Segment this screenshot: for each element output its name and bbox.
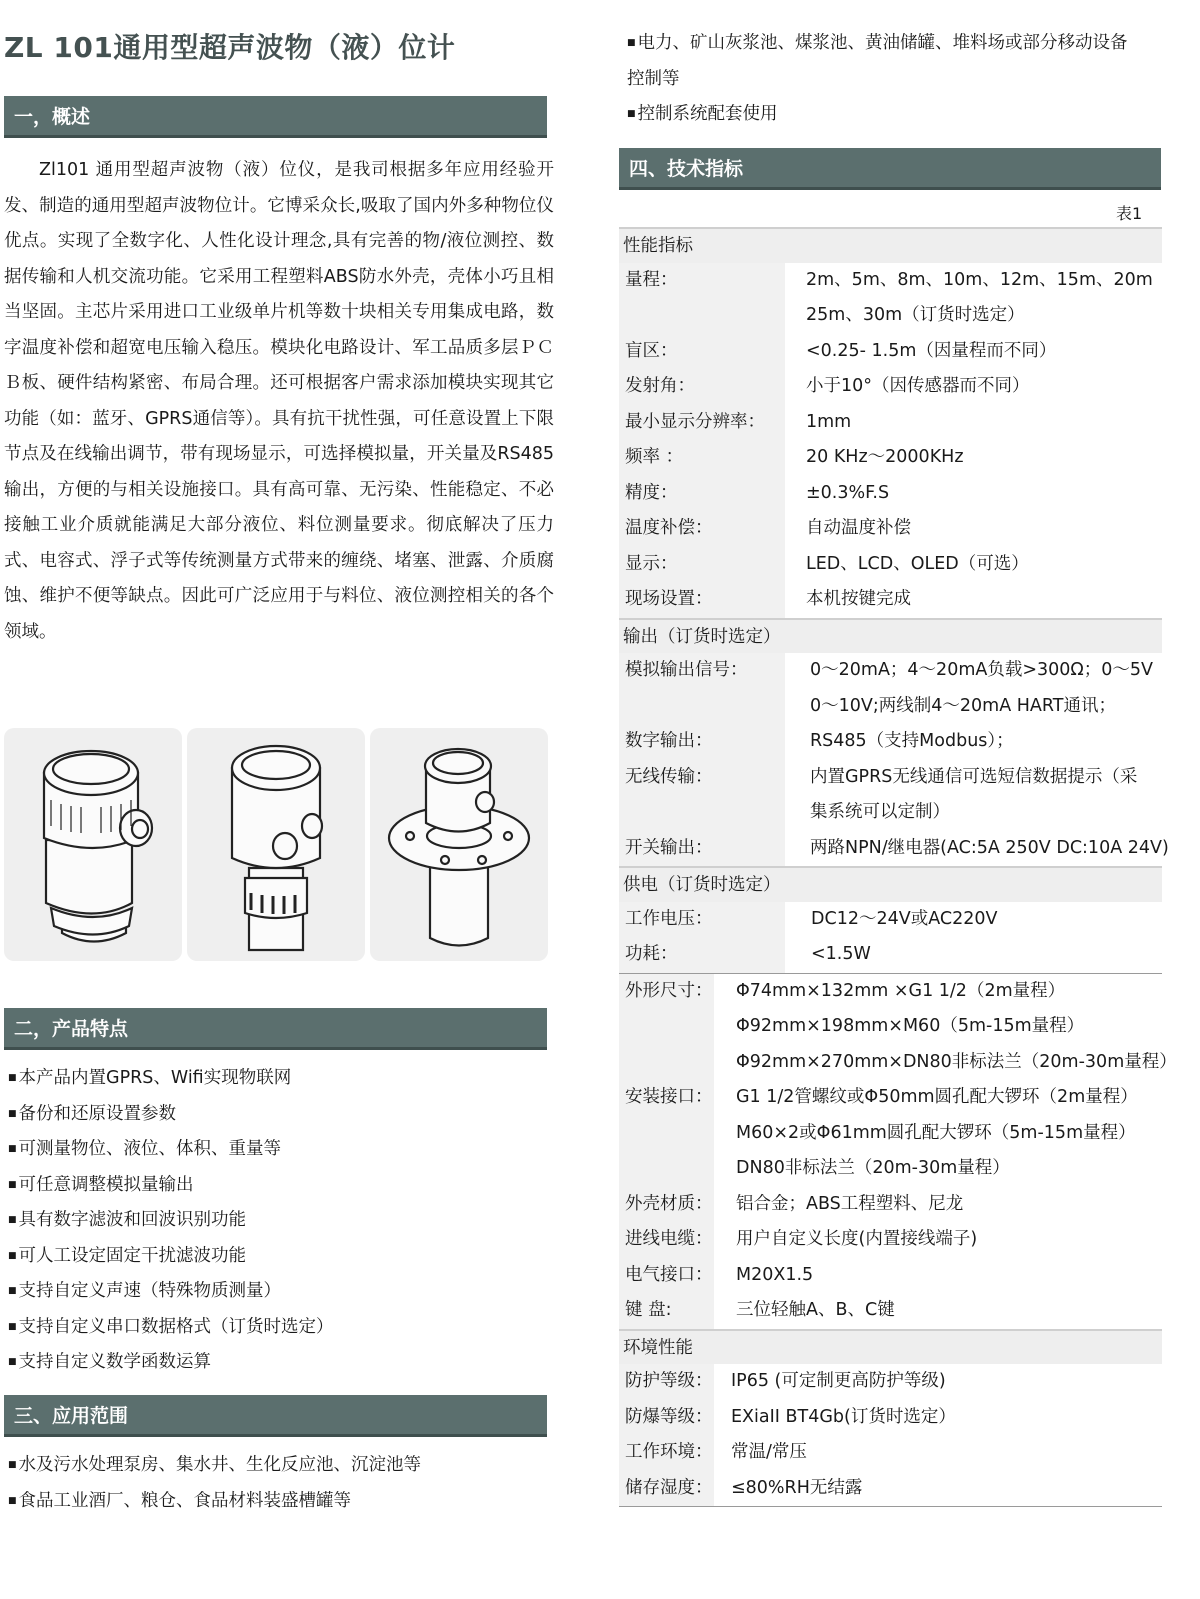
spec-value: ≤80%RH无结露	[731, 1477, 863, 1498]
spec-row	[619, 1116, 1162, 1152]
spec-value: <0.25- 1.5m（因量程而不同）	[806, 340, 1057, 361]
product-image-1	[4, 728, 182, 961]
spec-row	[619, 1151, 1162, 1187]
spec-label: 数字输出：	[625, 731, 713, 751]
list-item: ■ 支持自定义数学函数运算	[8, 1345, 334, 1381]
overview-text: Zl101 通用型超声波物（液）位仪，是我司根据多年应用经验开发、制造的通用型超声波物位计。它博采众长,吸取了国内外多种物位仪优点。实现了全数字化、人性化设计理念,具有完善的物/液位测控、数据传输和人机交流功能。它采用工程塑料ABS防水外壳，壳体小巧且相当坚固。主芯片采用进口工业级单片机等数十块相关专用集成电路，数字温度补偿和超宽电压输入稳压。模块化电路设计、军工品质多层ＰＣＢ板、硬件结构紧密、布局合理。还可根据客户需求添加模块实现其它功能（如：蓝牙、GPRS通信等）。具有抗干扰性强，可任意设置上下限节点及在线输出调节，带有现场显示，可选择模拟量，开关量及RS485输出，方便的与相关设施接口。具有高可靠、无污染、性能稳定、不必接触工业介质就能满足大部分液位、料位测量要求。彻底解决了压力式、电容式、浮子式等传统测量方式带来的缠绕、堵塞、泄露、介质腐蚀、维护不便等缺点。因此可广泛应用于与料位、液位测控相关的各个领域。	[4, 160, 554, 642]
spec-label: 进线电缆：	[625, 1229, 713, 1249]
spec-row	[619, 831, 1169, 867]
spec-value: IP65 (可定制更高防护等级)	[731, 1371, 946, 1391]
spec-row	[619, 547, 1162, 583]
spec-row	[619, 1364, 1162, 1400]
spec-row	[619, 1080, 1162, 1116]
spec-row	[619, 1435, 1162, 1471]
spec-label: 安装接口：	[625, 1087, 713, 1107]
spec-row	[619, 974, 1162, 1010]
spec-label: 无线传输：	[625, 766, 713, 787]
list-item: ■ 本产品内置GPRS、Wifi实现物联网	[8, 1061, 334, 1097]
spec-value: Φ92mm×198mm×M60（5m-15m量程）	[736, 1016, 1085, 1036]
list-item: ■ 可测量物位、液位、体积、重量等	[8, 1132, 334, 1168]
spec-group-mechanical	[619, 974, 1177, 1329]
product-image-2	[187, 728, 365, 961]
spec-row	[619, 369, 1162, 405]
applications-list-left	[8, 1448, 421, 1519]
spec-label: 储存湿度：	[625, 1477, 713, 1498]
spec-value: DC12～24V或AC220V	[811, 908, 998, 929]
table-caption: 表1	[1116, 204, 1143, 223]
spec-label: 频率 ：	[625, 447, 684, 467]
list-item: ■ 备份和还原设置参数	[8, 1097, 334, 1133]
spec-label: 电气接口：	[625, 1264, 713, 1285]
spec-value: Φ74mm×132mm ×G1 1/2（2m量程）	[736, 980, 1066, 1001]
spec-label: 最小显示分辨率：	[625, 411, 765, 432]
spec-label: 功耗：	[625, 944, 678, 964]
spec-value: 25m、30m（订货时选定）	[806, 305, 1025, 325]
list-item: ■ 支持自定义串口数据格式（订货时选定）	[8, 1310, 334, 1346]
spec-label: 防爆等级：	[625, 1406, 713, 1427]
spec-value: G1 1/2管螺纹或Φ50mm圆孔配大锣环（2m量程）	[736, 1087, 1138, 1107]
spec-label: 精度：	[625, 482, 678, 503]
spec-row	[619, 298, 1162, 334]
spec-row	[619, 1045, 1177, 1081]
spec-label: 开关输出：	[625, 837, 713, 858]
spec-row	[619, 1471, 1162, 1507]
spec-label: 模拟输出信号：	[625, 660, 748, 680]
features-list	[8, 1061, 334, 1381]
list-item: ■ 水及污水处理泵房、集水井、生化反应池、沉淀池等	[8, 1448, 421, 1484]
spec-group-output	[619, 653, 1169, 866]
spec-group-header: 性能指标	[619, 227, 1162, 263]
spec-value: 铝合金；ABS工程塑料、尼龙	[736, 1193, 964, 1214]
list-item: ■ 电力、矿山灰浆池、煤浆池、黄油储罐、堆料场或部分移动设备	[627, 26, 1128, 62]
section-features-header: 二，产品特点	[4, 1008, 547, 1050]
spec-row	[619, 476, 1162, 512]
spec-row	[619, 653, 1162, 689]
sensor-flange-icon	[370, 728, 548, 961]
spec-value: 20 KHz～2000KHz	[806, 447, 964, 467]
list-item: ■ 支持自定义声速（特殊物质测量）	[8, 1274, 334, 1310]
list-item: ■ 控制系统配套使用	[627, 97, 1128, 133]
spec-row	[619, 937, 1162, 973]
section-overview-header: 一，概述	[4, 96, 547, 138]
spec-row	[619, 405, 1162, 441]
spec-label: 键 盘:	[625, 1300, 672, 1320]
list-item: ■ 可人工设定固定干扰滤波功能	[8, 1239, 334, 1275]
spec-value: 内置GPRS无线通信可选短信数据提示（采	[810, 766, 1138, 787]
spec-row	[619, 1400, 1162, 1436]
spec-value: RS485（支持Modbus）；	[810, 731, 1014, 751]
spec-group-header: 供电（订货时选定）	[619, 866, 1162, 902]
spec-group-environment	[619, 1364, 1162, 1506]
spec-label: 防护等级：	[625, 1371, 713, 1391]
spec-label: 温度补偿：	[625, 518, 713, 538]
spec-group-header: 环境性能	[619, 1329, 1162, 1365]
sensor-g1-icon	[4, 728, 182, 961]
spec-row	[619, 1222, 1162, 1258]
spec-label: 工作电压：	[625, 908, 713, 929]
spec-value: ±0.3%F.S	[806, 482, 890, 503]
spec-value: 用户自定义长度(内置接线端子)	[736, 1229, 978, 1249]
spec-label: 外形尺寸：	[625, 980, 713, 1001]
spec-row	[619, 1009, 1162, 1045]
spec-label: 显示：	[625, 553, 678, 574]
list-item: ■ 食品工业酒厂、粮仓、食品材料装盛槽罐等	[8, 1484, 421, 1520]
spec-row	[619, 1187, 1162, 1223]
spec-group-performance	[619, 263, 1162, 618]
spec-group-power	[619, 902, 1162, 973]
spec-value: DN80非标法兰（20m-30m量程）	[736, 1158, 1010, 1178]
spec-value: LED、LCD、OLED（可选）	[806, 553, 1029, 574]
sensor-m60-icon	[187, 728, 365, 961]
spec-value: 三位轻触A、B、C键	[736, 1300, 895, 1320]
spec-label: 量程：	[625, 269, 678, 290]
spec-value: 0～20mA；4～20mA负载>300Ω；0～5V	[810, 660, 1154, 680]
spec-value: 本机按键完成	[806, 589, 911, 609]
spec-value: 自动温度补偿	[806, 518, 911, 538]
spec-value: <1.5W	[811, 944, 871, 964]
page-title: ZL 101通用型超声波物（液）位计	[4, 31, 456, 64]
table-divider	[619, 1506, 1162, 1507]
spec-value: 1mm	[806, 411, 852, 432]
spec-value: 小于10°（因传感器而不同）	[806, 376, 1030, 396]
spec-value: 2m、5m、8m、10m、12m、15m、20m	[806, 269, 1153, 290]
spec-value: 两路NPN/继电器(AC:5A 250V DC:10A 24V)	[810, 837, 1169, 858]
list-item: ■ 具有数字滤波和回波识别功能	[8, 1203, 334, 1239]
spec-value: M60×2或Φ61mm圆孔配大锣环（5m-15m量程）	[736, 1122, 1136, 1143]
section-specs-header: 四、技术指标	[619, 148, 1161, 190]
spec-value: Φ92mm×270mm×DN80非标法兰（20m-30m量程）	[736, 1051, 1177, 1072]
spec-label: 工作环境：	[625, 1442, 713, 1462]
list-item-continuation: 控制等	[627, 68, 680, 89]
spec-row	[619, 511, 1162, 547]
spec-row	[619, 440, 1162, 476]
spec-row	[619, 902, 1162, 938]
list-item: ■ 可任意调整模拟量输出	[8, 1168, 334, 1204]
spec-row	[619, 334, 1162, 370]
spec-table	[619, 227, 1177, 1507]
spec-row	[619, 724, 1162, 760]
spec-label: 外壳材质：	[625, 1193, 713, 1214]
spec-row	[619, 1258, 1162, 1294]
spec-value: M20X1.5	[736, 1264, 814, 1285]
spec-row	[619, 795, 1162, 831]
spec-row	[619, 760, 1162, 796]
spec-value: EXiaII BT4Gb(订货时选定）	[731, 1406, 956, 1427]
spec-value: 集系统可以定制）	[810, 802, 950, 822]
spec-row	[619, 689, 1162, 725]
spec-label: 盲区：	[625, 340, 678, 361]
spec-group-header: 输出（订货时选定）	[619, 618, 1162, 654]
spec-row	[619, 263, 1162, 299]
spec-value: 常温/常压	[731, 1442, 807, 1462]
applications-list-right	[627, 26, 1128, 133]
spec-row	[619, 582, 1162, 618]
spec-label: 发射角：	[625, 376, 695, 396]
section-applications-header: 三、应用范围	[4, 1395, 547, 1437]
spec-row	[619, 1293, 1162, 1329]
product-image-3	[370, 728, 548, 961]
spec-label: 现场设置：	[625, 589, 713, 609]
spec-value: 0～10V;两线制4～20mA HART通讯；	[810, 695, 1116, 716]
